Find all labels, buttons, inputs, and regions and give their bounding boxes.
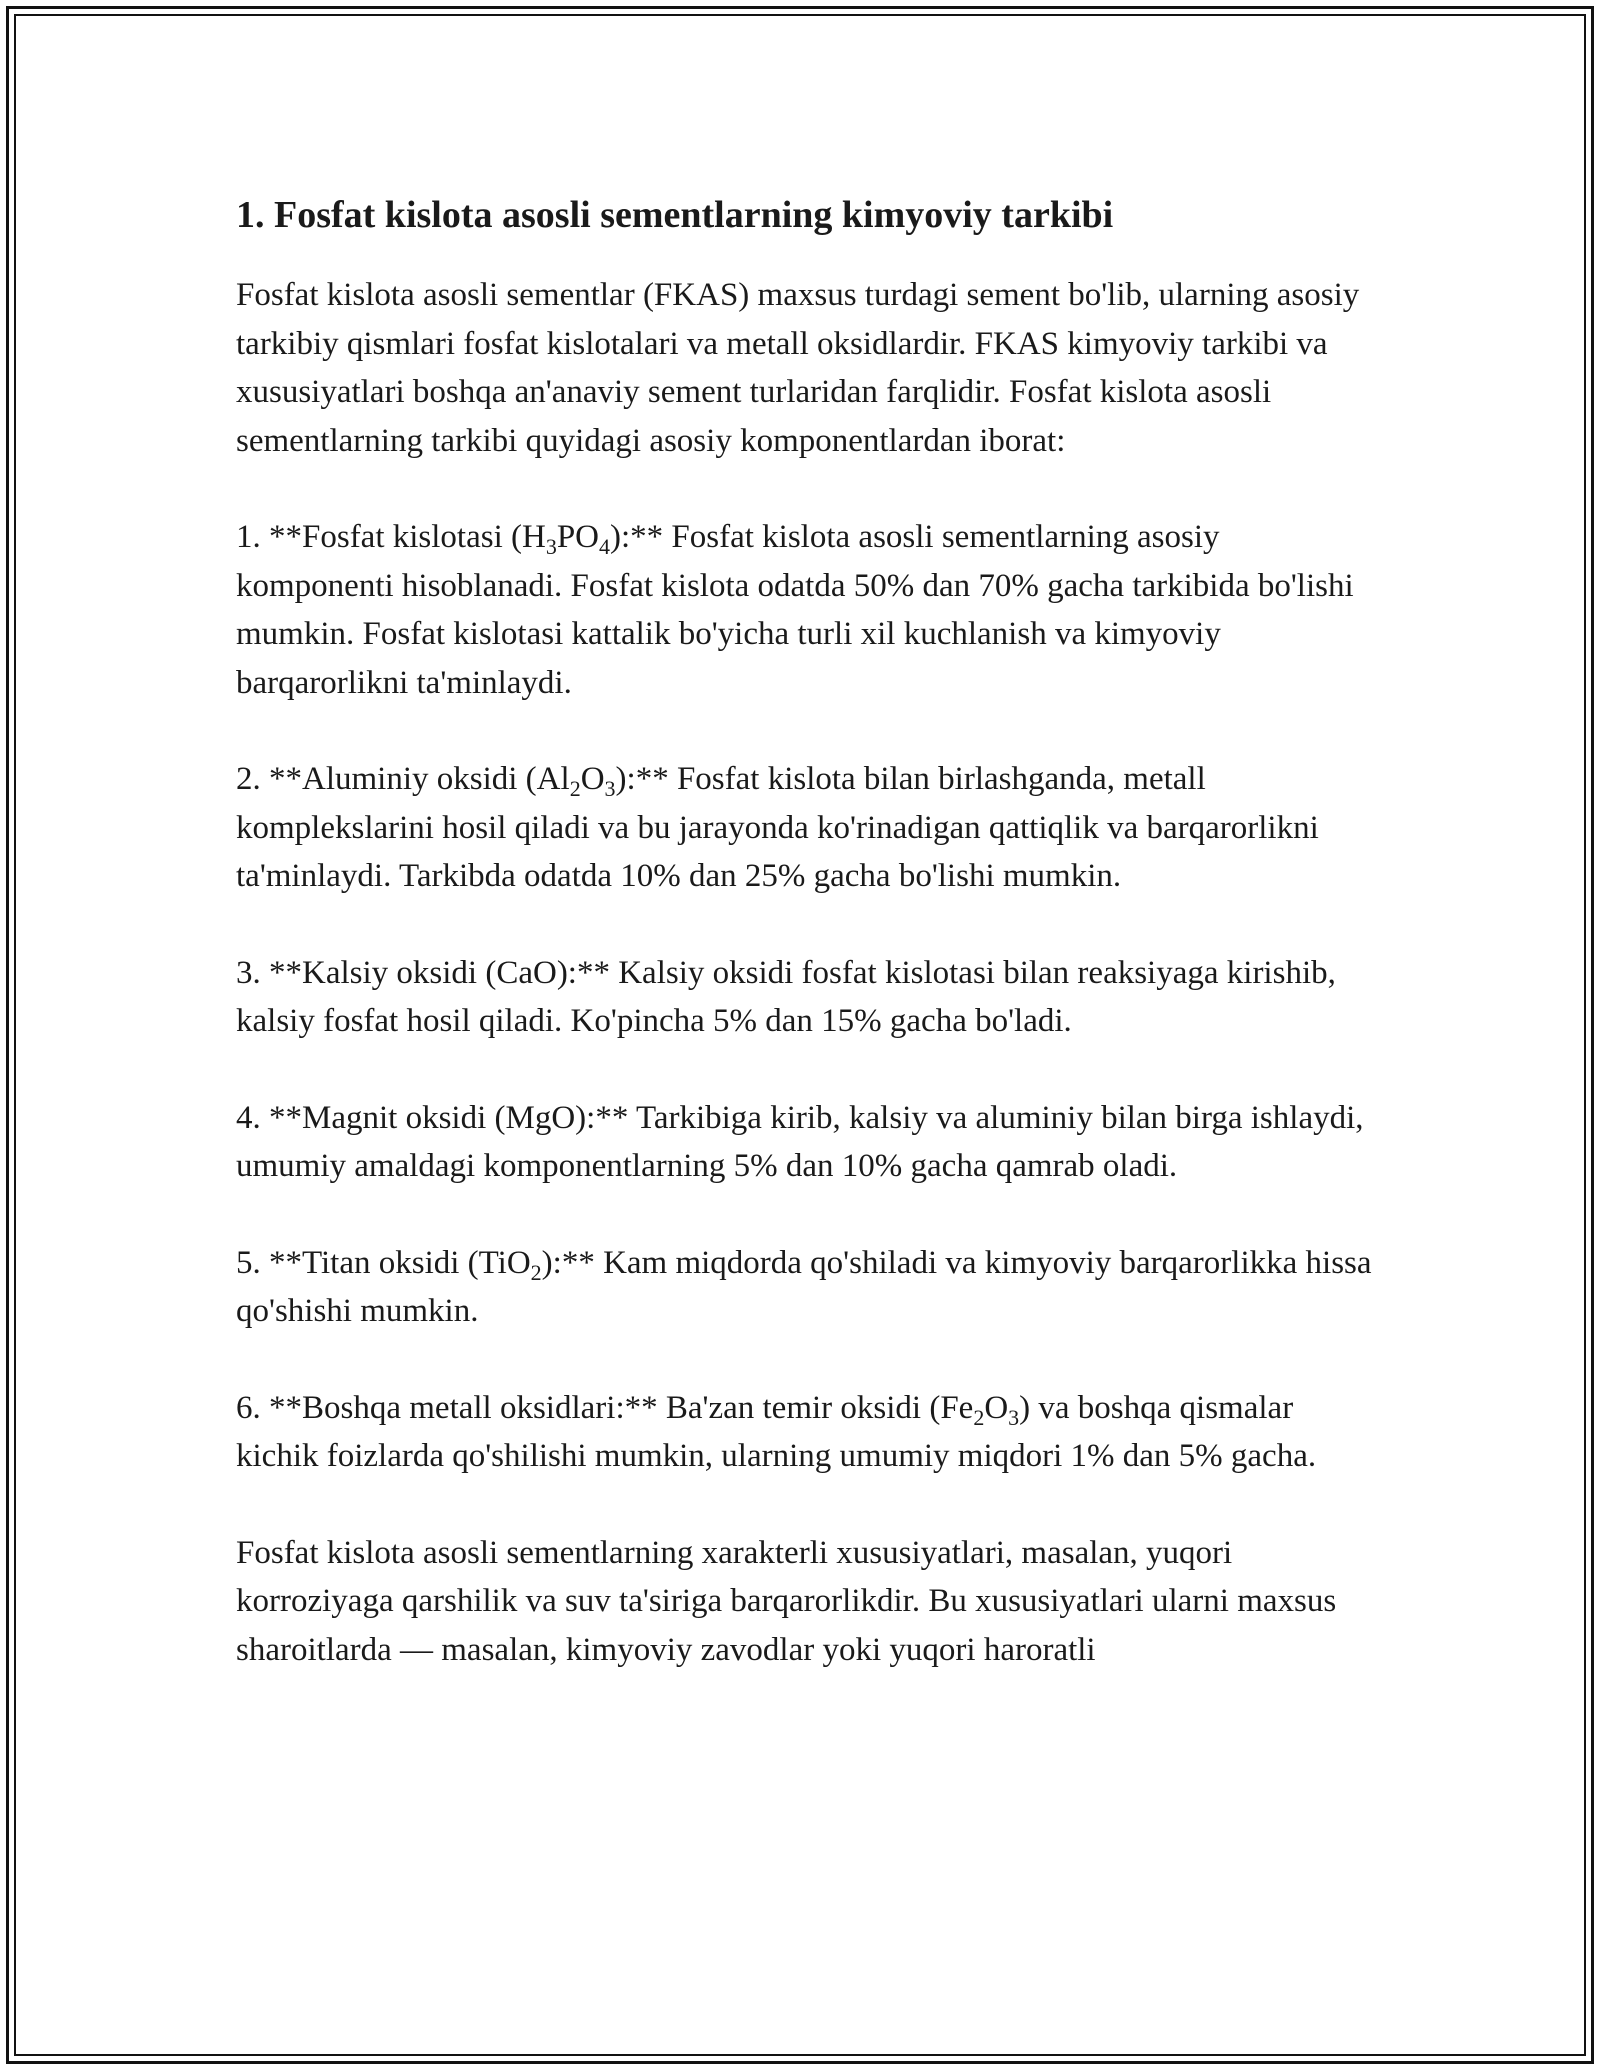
item-text: 1. **Fosfat kislotasi (H [236, 519, 546, 555]
subscript: 2 [530, 1259, 542, 1285]
item-text: O [580, 761, 605, 797]
intro-paragraph: Fosfat kislota asosli sementlar (FKAS) maxsus turdagi sement bo'lib, ularning asosiy tarkibiy qismlari fosfat kislotalari va metall oksidlardir. FKAS kimyoviy tarkibi va xususiyatlari boshqa an'anaviy sement turlaridan farqlidir. Fosfat kislota asosli sementlarning tarkibi quyidagi asosiy komponentlardan iborat: [236, 277, 1360, 459]
closing-paragraph: Fosfat kislota asosli sementlarning xarakterli xususiyatlari, masalan, yuqori korroziyaga qarshilik va suv ta'siriga barqarorlikdir. Bu xususiyatlari ularni maxsus sharoitlarda — masalan, kimyoviy zavodlar yoki yuqori haroratli [236, 1534, 1337, 1668]
item-text: 5. **Titan oksidi (TiO [236, 1244, 531, 1281]
document-body [236, 187, 1376, 1722]
item-text: ) va boshqa qismalar kichik foizlarda qo'shilishi mumkin, ularning umumiy miqdori 1% dan 5% gacha. [236, 1389, 1317, 1474]
subscript: 4 [599, 534, 611, 559]
list-item-titanium-oxide [236, 1239, 1376, 1336]
item-text: PO [556, 519, 600, 555]
item-text: ):** Fosfat kislota bilan birlashganda, metall komplekslarini hosil qiladi va bu jarayonda ko'rinadigan qattiqlik va barqarorlikni ta'minlaydi. Tarkibda odatda 10% dan 25% gacha bo'lishi mumkin. [236, 761, 1319, 894]
list-item-phosphoric-acid [236, 513, 1376, 707]
list-item-magnesium-oxide: 4. **Magnit oksidi (MgO):** Tarkibiga kirib, kalsiy va aluminiy bilan birga ishlaydi, umumiy amaldagi komponentlarning 5% dan 10% gacha qamrab oladi. [236, 1099, 1364, 1184]
subscript: 3 [1008, 1404, 1020, 1430]
item-text: 2. **Aluminiy oksidi (Al [236, 761, 570, 797]
item-text: O [984, 1389, 1009, 1426]
item-text: ):** Kam miqdorda qo'shiladi va kimyoviy barqarorlikka hissa qo'shishi mumkin. [236, 1244, 1372, 1329]
list-item-other-oxides [236, 1384, 1376, 1481]
list-item-calcium-oxide: 3. **Kalsiy oksidi (CaO):** Kalsiy oksidi fosfat kislotasi bilan reaksiyaga kirishib, kalsiy fosfat hosil qiladi. Ko'pincha 5% dan 15% gacha bo'ladi. [236, 954, 1336, 1039]
section-heading: 1. Fosfat kislota asosli sementlarning kimyoviy tarkibi [236, 194, 1114, 236]
subscript: 2 [973, 1404, 985, 1430]
subscript: 2 [569, 776, 581, 801]
list-item-aluminium-oxide [236, 755, 1376, 901]
subscript: 3 [545, 534, 557, 559]
item-text: 6. **Boshqa metall oksidlari:** Ba'zan temir oksidi (Fe [236, 1389, 974, 1426]
subscript: 3 [604, 776, 616, 801]
item-text: ):** Fosfat kislota asosli sementlarning asosiy komponenti hisoblanadi. Fosfat kislota odatda 50% dan 70% gacha tarkibida bo'lishi mumkin. Fosfat kislotasi kattalik bo'yicha turli xil kuchlanish va kimyoviy barqarorlikni ta'minlaydi. [236, 519, 1354, 701]
